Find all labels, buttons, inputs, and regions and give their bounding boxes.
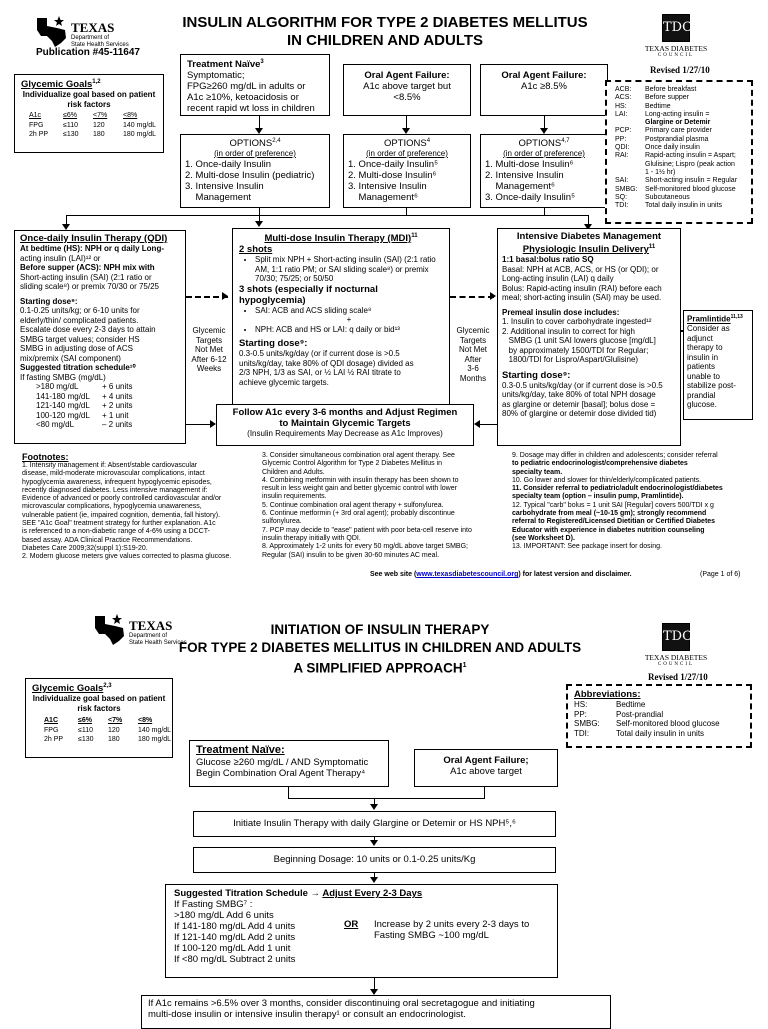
- abbreviation-value: Short-acting insulin = Regular: [645, 177, 738, 185]
- tdc-emblem-icon: TDC: [662, 623, 690, 651]
- abbreviation-key: SAI:: [615, 177, 629, 185]
- footnote-line: 7. PCP may decide to "ease" patient with poor beta-cell reserve into: [262, 526, 472, 534]
- abbreviation-row: [574, 719, 744, 729]
- qdi-line: elderly/thin/ complicated patients.: [20, 315, 139, 325]
- targets-line: Targets: [195, 335, 223, 345]
- footnote-line: Children and Adults.: [262, 468, 325, 476]
- footnotes-col1: [22, 462, 260, 562]
- abbreviation-key: SQ:: [615, 193, 628, 201]
- footnote-line: hypoglycemia awareness, infrequent hypoglycemic episodes,: [22, 478, 212, 486]
- titration-range: <80 mg/dL: [36, 420, 75, 429]
- footnote-line: 5. Continue combination oral agent therapy + sulfonylurea.: [262, 501, 444, 509]
- tdc-logo: [640, 14, 730, 64]
- glycemic-row-a1c: A1c ≤6% <7% <8%: [29, 112, 138, 120]
- titration-row: [36, 420, 180, 430]
- footnote-line: insulin requirements.: [262, 493, 327, 501]
- abbreviation-value: Once daily insulin: [645, 144, 700, 152]
- council-name: TEXAS DIABETES: [644, 44, 708, 53]
- qdi-line: SMBG in adjusting dose of ACS: [20, 344, 133, 353]
- titration-adjust: + 1 unit: [102, 410, 129, 420]
- initiate-insulin-box: Initiate Insulin Therapy with daily Glargine or Detemir or HS NPH⁵,⁶: [193, 811, 556, 837]
- pramlintide-line: insulin in: [687, 352, 719, 362]
- qdi-line: 0.1-0.25 units/kg; or 6-10 units for: [20, 306, 140, 315]
- footnote-line: sulfonylurea.: [262, 518, 302, 526]
- titration-row: [36, 392, 180, 402]
- footnote-line: Educator with experience in diabetes nutrition counseling: [512, 526, 705, 534]
- abbreviation-key: ACS:: [615, 94, 632, 102]
- abbreviation-row: [615, 103, 747, 111]
- footnote-line: Evidence of advanced or poorly controlled cardiovascular and/or: [22, 495, 222, 503]
- footnote-line: Diabetes Care 2009;32(suppl 1):S19-20.: [22, 544, 148, 552]
- council-sub-2: COUNCIL: [657, 662, 695, 667]
- publication-number: Publication #45-11647: [36, 47, 140, 58]
- qdi-line: At bedtime (HS): NPH or q daily Long-: [20, 244, 164, 253]
- abbreviation-value: Postprandial plasma: [645, 135, 709, 143]
- targets-line: Weeks: [196, 364, 222, 373]
- options-box-2: OPTIONS$^4$ (in order of preference) 1. Once-daily Insulin⁵ 2. Multi-dose Insulin⁶ 3. Intensive Insulin Management⁶: [343, 134, 471, 208]
- abbreviation-row: [615, 86, 747, 94]
- abbreviation-value: Total daily insulin in units: [616, 728, 705, 738]
- options-box-3: OPTIONS$^{4,7}$ (in order of preference) 1. Multi-dose Insulin⁶ 2. Intensive Insulin Management⁶ 3. Once-daily Insulin⁵: [480, 134, 608, 208]
- abbreviation-key: TDI:: [615, 202, 629, 210]
- titration-range: >180 mg/dL: [36, 382, 79, 391]
- treatment-naive-box-2: Treatment Naïve: Glucose ≥260 mg/dL / AND Symptomatic Begin Combination Oral Agent Therapy⁴: [189, 740, 389, 787]
- abbreviation-key: HS:: [574, 700, 588, 709]
- footnote-line: 8. Approximately 1-2 units for every 50 mg/dL above target SMBG;: [262, 543, 468, 551]
- targets-line: Months: [459, 373, 487, 383]
- page1-title: [150, 14, 620, 50]
- targets-line: Glycemic: [456, 326, 490, 335]
- qdi-line: sliding scale⁸) or premix 70/30 or 75/25: [20, 282, 159, 291]
- page-number: (Page 1 of 6): [700, 571, 741, 578]
- abbreviation-value: Bedtime: [616, 700, 646, 709]
- glycemic-targets-not-met-2: [452, 326, 494, 383]
- qdi-line: SMBG target values; consider HS: [20, 334, 140, 344]
- agency-sub2: State Health Services: [71, 42, 129, 48]
- footnote-line: vulnerable patient (ie, impaired cognition, dementia, fall history).: [22, 511, 221, 519]
- abbreviation-key: TDI:: [574, 728, 590, 738]
- glycemic-goals-box: [14, 74, 164, 153]
- abbreviation-key: RAI:: [615, 152, 629, 160]
- abbreviation-value: Total daily insulin in units: [645, 202, 723, 210]
- titration-adjust: + 2 units: [102, 401, 133, 410]
- footnote-line: (see Worksheet D).: [512, 534, 575, 542]
- pramlintide-line: adjunct: [687, 333, 713, 343]
- abbreviation-row: [615, 94, 747, 102]
- abbreviation-key: QDI:: [615, 144, 630, 152]
- abbreviation-value: Self-monitored blood glucose: [616, 719, 720, 728]
- footnote-line: specialty team.: [512, 468, 563, 476]
- footnote-line: result in less weight gain and better glycemic control with lower: [262, 485, 457, 493]
- abbreviations-box-page2: Abbreviations: HS: Bedtime PP: Post-prandial SMBG: Self-monitored blood glucose TDI: Total daily insulin in units: [566, 684, 752, 748]
- glycemic-row-pp: 2h PP ≤130 180 180 mg/dL: [29, 130, 157, 138]
- pramlintide-title: Pramlintide: [687, 314, 731, 324]
- options-box-1: OPTIONS$^{2,4}$ (in order of preference) 1. Once-daily Insulin 2. Multi-dose Insulin (pediatric) 3. Intensive Insulin Management: [180, 134, 330, 208]
- tdc-logo-2: [640, 623, 730, 673]
- footnote-line: is referenced to a non-diabetic range of 4-6% using a DCCT-: [22, 528, 210, 536]
- glycemic-goals-box-2: Glycemic Goals$^{2,3}$ Individualize goal based on patient risk factors A1C ≤6% <7% <8% FPG ≤110 120 140 mg/dL 2h PP ≤130 180 180 mg/dL: [25, 678, 173, 758]
- abbreviation-key: SMBG:: [574, 719, 600, 728]
- qdi-line: Escalate dose every 2-3 days to attain: [20, 325, 156, 334]
- footnote-line: 6. Continue metformin (+ 3rd oral agent); probably discontinue: [262, 510, 455, 518]
- footnote-line: to pediatric endocrinologist/comprehensive diabetes: [512, 460, 688, 468]
- glycemic-row-fpg: FPG ≤110 120 140 mg/dL: [29, 122, 157, 130]
- footnote-line: Glycemic Control Algorithm for Type 2 Diabetes Mellitus in: [262, 460, 442, 468]
- abbreviation-value: Subcutaneous: [645, 193, 690, 201]
- idm-title1: Intensive Diabetes Management: [516, 231, 662, 242]
- agency-name-2: TEXAS: [129, 618, 173, 633]
- qdi-line: Before supper (ACS): NPH mix with: [20, 263, 155, 272]
- abbreviation-key: PP:: [615, 135, 627, 143]
- qdi-line: mix/premix (SAI component): [20, 353, 121, 363]
- abbreviation-key: ACB:: [615, 86, 632, 93]
- pramlintide-line: glucose.: [687, 400, 717, 410]
- website-link[interactable]: www.texasdiabetescouncil.org: [416, 571, 519, 578]
- qdi-line: If fasting SMBG (mg/dL): [20, 372, 106, 382]
- pramlintide-line: Consider as: [687, 324, 730, 334]
- qdi-title: Once-daily Insulin Therapy (QDI): [20, 233, 168, 244]
- footnotes-col2: [262, 452, 510, 560]
- revised-date: Revised 1/27/10: [650, 65, 710, 75]
- titration-adjust: – 2 units: [102, 420, 133, 429]
- mdi-title: Multi-dose Insulin Therapy (MDI): [264, 233, 412, 245]
- pramlintide-line: prandial: [687, 390, 716, 400]
- pramlintide-line: therapy to: [687, 343, 723, 353]
- titration-adjust: + 4 units: [102, 391, 133, 401]
- abbreviation-key: PP:: [574, 709, 587, 719]
- qdi-line: Suggested titration schedule¹⁰: [20, 363, 136, 372]
- footnote-line: 2. Modern glucose meters give values corrected to plasma glucose.: [22, 553, 232, 561]
- footnote-line: Regular (SAI) insulin to be given 30-60 minutes AC meal.: [262, 551, 440, 559]
- titration-row: [36, 382, 180, 392]
- abbreviation-value: Primary care provider: [645, 127, 712, 135]
- abbreviation-row: [615, 136, 747, 144]
- footnote-line: carbohydrate from meal (~10-15 gm); strongly recommend: [512, 510, 707, 518]
- titration-adjust: + 6 units: [102, 382, 133, 391]
- footnote-line: 1. Intensity management if: Absent/stable cardiovascular: [22, 462, 198, 469]
- abbreviation-key: LAI:: [615, 110, 628, 118]
- targets-line: 3-6: [467, 364, 479, 373]
- targets-line: After: [464, 354, 482, 364]
- abbreviation-value: Rapid-acting insulin = Aspart;: [645, 152, 736, 160]
- agency-name: TEXAS: [71, 20, 115, 35]
- footnotes-col3: [512, 452, 760, 552]
- mdi-box: Multi-dose Insulin Therapy (MDI)$^{11}$ 2 shots • Split mix NPH + Short-acting insulin (SAI) (2:1 ratio AM, 1:1 ratio PM; or SAI sliding scale⁸) or premix 70/30; 75/25; or 50/50 3 shots (especially if nocturnal hypoglycemia) • SAI: ACB and ACS sliding scale⁸ + • NPH: ACB and HS or LAI: q daily or bid¹³ Starting dose⁹: 0.3-0.5 units/kg/day (or if current dose is >0.5 units/kg/day, take 80% of QDI dosage) divided as 2/3 NPH, 1/3 as SAI, or ½ LAI ½ RAI titrate to achieve glycemic targets.: [232, 228, 450, 422]
- pramlintide-line: stabilize post-: [687, 381, 736, 391]
- abbreviation-row: [615, 152, 747, 160]
- abbreviation-value: Bedtime: [645, 102, 671, 110]
- page1-title-line1: INSULIN ALGORITHM FOR TYPE 2 DIABETES MELLITUS: [182, 14, 588, 31]
- footnote-line: recently diagnosed diabetes. Less intensive management if:: [22, 486, 208, 494]
- titration-range: 141-180 mg/dL: [36, 391, 90, 401]
- pramlintide-box: Pramlintide$^{11,13}$ Consider as adjunct therapy to insulin in patients unable to stabilize post- prandial glucose.: [683, 310, 753, 420]
- targets-line: Not Met: [194, 345, 223, 354]
- footnote-line: 11. Consider referral to pediatric/adult endocrinologist/diabetes: [512, 485, 723, 493]
- abbreviation-row: [615, 186, 747, 194]
- abbreviation-key: SMBG:: [615, 185, 638, 193]
- qdi-line: Starting dose⁹:: [20, 296, 78, 306]
- titration-row: [36, 401, 180, 411]
- abbreviations-box-page1: [605, 80, 753, 224]
- targets-line: Not Met: [458, 345, 487, 354]
- footnotes-title: Footnotes:: [22, 452, 69, 462]
- abbreviation-row: [574, 700, 744, 710]
- footnote-line: referral to Registered/Licensed Dietitian or Certified Diabetes: [512, 518, 716, 526]
- tdc-emblem-icon: TDC: [662, 14, 690, 42]
- titration-schedule-box: Suggested Titration Schedule → Adjust Every 2-3 Days If Fasting SMBG⁷ : >180 mg/dL Add 6 units If 141-180 mg/dL Add 4 units If 121-140 mg/dL Add 2 units If 100-120 mg/dL Add 1 unit If <80 mg/dL Subtract 2 units OR Increase by 2 units every 2-3 days to Fasting SMBG ~100 mg/dL: [165, 884, 558, 978]
- abbreviation-value: Before breakfast: [645, 86, 697, 93]
- abbreviation-row: [615, 119, 747, 127]
- targets-line: After 6-12: [191, 354, 227, 364]
- abbreviation-row: [615, 177, 747, 185]
- abbreviation-value: Before supper: [645, 94, 689, 102]
- oral-agent-failure-box-p2: Oral Agent Failure; A1c above target: [414, 749, 558, 787]
- agency-sub1-2: Department of: [129, 633, 168, 639]
- footnote-line: 9. Dosage may differ in children and adolescents; consider referral: [512, 452, 718, 459]
- footnote-line: specialty team (option – insulin pump, Pramlintide).: [512, 493, 684, 501]
- abbreviation-row: [615, 127, 747, 135]
- titration-range: 100-120 mg/dL: [36, 410, 90, 420]
- texas-map-icon: [35, 16, 69, 48]
- pramlintide-line: patients: [687, 362, 716, 372]
- oral-agent-failure-box-2: Oral Agent Failure: A1c ≥8.5%: [480, 64, 608, 116]
- treatment-naive-box: Treatment Naïve$^3$ Symptomatic; FPG≥260 mg/dL in adults or A1c ≥10%, ketoacidosis or recent rapid wt loss in children: [180, 54, 330, 116]
- abbreviation-key: [615, 119, 645, 127]
- abbreviation-row: [574, 729, 744, 739]
- council-sub: COUNCIL: [657, 53, 695, 58]
- pramlintide-line: unable to: [687, 371, 720, 381]
- abbreviation-value: Post-prandial: [616, 709, 664, 719]
- abbreviation-key: [615, 161, 645, 169]
- qdi-line: acting insulin (LAI)¹² or: [20, 253, 101, 263]
- footnote-line: 12. Typical "carb" bolus = 1 unit SAI [Regular] covers 500/TDI x g: [512, 501, 714, 509]
- footnote-line: 4. Combining metformin with insulin therapy has been shown to: [262, 476, 459, 484]
- abbreviation-value: Self-monitored blood glucose: [645, 185, 736, 193]
- abbreviation-row: [615, 144, 747, 152]
- footnote-line: 10. Go lower and slower for thin/elderly/complicated patients.: [512, 476, 702, 484]
- abbreviation-row: [615, 161, 747, 169]
- glycemic-targets-not-met-1: [186, 326, 232, 374]
- targets-line: Targets: [459, 335, 487, 345]
- footnote-line: based assay. ADA Clinical Practice Recommendations.: [22, 536, 193, 544]
- beginning-dosage-box: Beginning Dosage: 10 units or 0.1-0.25 units/Kg: [193, 847, 556, 873]
- glycemic-goals-sup: 1,2: [92, 79, 101, 85]
- idm-title2: Physiologic Insulin Delivery: [522, 244, 649, 256]
- footnote-line: SEE "A1c Goal" treatment strategy for further explanation. A1c: [22, 520, 216, 528]
- abbreviation-key: HS:: [615, 102, 627, 110]
- abbreviation-key: PCP:: [615, 127, 632, 135]
- footnote-line: 13. IMPORTANT: See package insert for dosing.: [512, 543, 662, 551]
- abbreviation-key: [615, 169, 645, 177]
- targets-line: Glycemic: [192, 326, 226, 335]
- agency-sub1: Department of: [71, 35, 110, 41]
- footnote-line: 3. Consider simultaneous combination oral agent therapy. See: [262, 452, 455, 459]
- footnote-line: microvascular complications, hypoglycemia unawareness,: [22, 503, 202, 511]
- council-name-2: TEXAS DIABETES: [644, 653, 708, 662]
- glycemic-goals-title: Glycemic Goals: [21, 79, 93, 91]
- agency-sub2-2: State Health Services: [129, 640, 187, 646]
- intensive-diabetes-management-box: Intensive Diabetes Management Physiologic Insulin Delivery$^{11}$ 1:1 basal:bolus ratio SQ Basal: NPH at ACB, ACS, or HS (or QDI); or Long-acting insulin (LAI) q daily Bolus: Rapid-acting insulin (RAI) before each meal; short-acting insulin (SAI) may be used. Premeal insulin dose includes: 1. Insulin to cover carbohydrate ingested¹² 2. Additional insulin to correct for high SMBG (1 unit SAI lowers glucose [mg/dL] by approximately 1500/TDI for Regular; 1800/TDI for Lispro/Aspart/Glulisine) Starting dose⁹: 0.3-0.5 units/kg/day (or if current dose is >0.5 units/kg/day, take 80% of total NPH dosage as glargine or detemir [basal]; bolus dose = 80% of glargine or detemir dose divided tid): [497, 228, 681, 446]
- abbreviation-value: Glulisine; Lispro (peak action: [645, 160, 735, 168]
- glycemic-goals-subtitle: Individualize goal based on patient risk factors: [22, 90, 156, 109]
- page1-title-line2: IN CHILDREN AND ADULTS: [286, 32, 484, 49]
- abbreviation-value: Long-acting insulin =: [645, 110, 710, 118]
- titration-row: [36, 411, 180, 421]
- titration-range: 121-140 mg/dL: [36, 401, 90, 410]
- abbreviation-row: [615, 194, 747, 202]
- revised-date-2: Revised 1/27/10: [648, 672, 708, 682]
- abbreviation-row: [615, 111, 747, 119]
- abbreviation-value: 1 - 1½ hr): [645, 168, 676, 176]
- footnote-line: disease, mild-moderate microvascular complications, intact: [22, 470, 205, 478]
- abbreviation-row: [615, 169, 747, 177]
- texas-map-icon: [93, 614, 127, 646]
- treatment-naive-title: Treatment Naïve: [187, 59, 261, 71]
- qdi-line: Short-acting insulin (SAI) (2:1 ratio or: [20, 272, 152, 282]
- oral-agent-failure-box-1: Oral Agent Failure: A1c above target but <8.5%: [343, 64, 471, 116]
- abbreviation-row: [615, 202, 747, 210]
- abbreviation-value: Glargine or Detemir: [645, 119, 711, 127]
- follow-a1c-box: Follow A1c every 3-6 months and Adjust Regimen to Maintain Glycemic Targets (Insulin Requirements May Decrease as A1c Improves): [216, 404, 474, 446]
- texas-dshs-logo: [35, 14, 145, 50]
- footnote-line: insulin therapy initially with QDI.: [262, 534, 361, 542]
- qdi-box: [14, 230, 186, 444]
- abbreviation-row: [574, 710, 744, 720]
- page2-title: INITIATION OF INSULIN THERAPY FOR TYPE 2 DIABETES MELLITUS IN CHILDREN AND ADULTS A SIMPLIFIED APPROACH$^1$: [178, 622, 582, 676]
- bottom-recommendation-box: If A1c remains >6.5% over 3 months, consider discontinuing oral secretagogue and initiating multi-dose insulin or intensive insulin therapy¹ or consult an endocrinologist.: [141, 995, 611, 1029]
- glycemic-goals-table: [29, 112, 157, 139]
- website-line: See web site (www.texasdiabetescouncil.org) for latest version and disclaimer.: [370, 571, 632, 578]
